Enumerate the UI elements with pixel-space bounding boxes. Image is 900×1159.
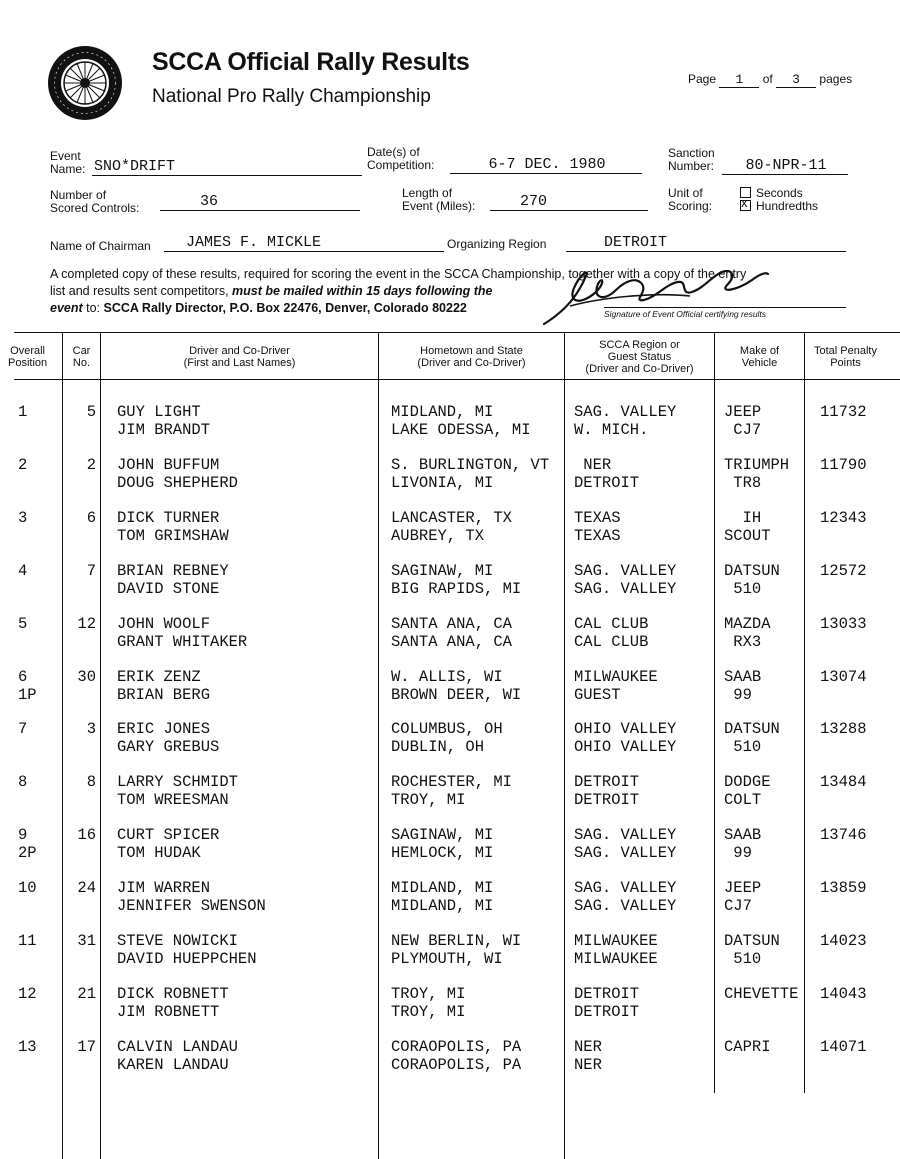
penalty-points-cell: 11790 <box>820 455 867 474</box>
hometown-cell: CORAOPOLIS, PA CORAOPOLIS, PA <box>391 1037 522 1074</box>
col-header-region: SCCA Region or Guest Status (Driver and Co-Driver) <box>585 339 694 375</box>
col-header-points: Total Penalty Points <box>814 345 877 369</box>
vehicle-cell: CHEVETTE <box>724 984 799 1003</box>
penalty-points-cell: 13746 <box>820 826 867 845</box>
unit-hundredths-option[interactable]: xHundredths <box>740 200 818 213</box>
region-cell: TEXAS TEXAS <box>574 508 621 545</box>
submission-notice: A completed copy of these results, required for scoring the event in the SCCA Championship, together with a copy of the entry list and results sent competitors, must be mailed within 15 days following the event to: SCCA Rally Director, P.O. Box 22476, Denver, Colorado 80222 <box>50 267 747 315</box>
vehicle-cell: SAAB 99 <box>724 667 762 704</box>
hometown-cell: MIDLAND, MI LAKE ODESSA, MI <box>391 403 531 439</box>
hundredths-checkbox[interactable] <box>740 200 751 211</box>
table-row <box>14 932 900 970</box>
table-row <box>14 985 900 1023</box>
position-cell: 3 <box>18 508 28 527</box>
hometown-cell: LANCASTER, TX AUBREY, TX <box>391 508 512 545</box>
vehicle-cell: IH SCOUT <box>724 508 771 545</box>
car-number-cell: 6 <box>86 508 96 527</box>
vehicle-cell: DATSUN 510 <box>724 932 780 968</box>
col-header-vehicle: Make of Vehicle <box>739 345 780 369</box>
position-cell: 5 <box>18 614 28 633</box>
driver-cell: STEVE NOWICKI DAVID HUEPPCHEN <box>117 932 257 968</box>
penalty-points-cell: 13484 <box>820 773 867 792</box>
header-divider <box>14 379 900 380</box>
car-number-cell: 24 <box>77 879 96 898</box>
page-total: 3 <box>776 72 816 88</box>
position-cell: 9 2P <box>18 826 37 863</box>
vehicle-cell: SAAB 99 <box>724 826 762 863</box>
position-cell: 1 <box>18 403 28 421</box>
position-cell: 2 <box>18 455 28 474</box>
length-field: 270 <box>490 193 648 211</box>
region-cell: SAG. VALLEY SAG. VALLEY <box>574 826 677 863</box>
hometown-cell: S. BURLINGTON, VT LIVONIA, MI <box>391 455 550 492</box>
table-row <box>14 773 900 811</box>
position-cell: 10 <box>18 879 37 898</box>
page-title: SCCA Official Rally Results <box>152 48 470 76</box>
table-row <box>14 456 900 494</box>
controls-label: Number of Scored Controls: <box>50 188 140 215</box>
car-number-cell: 16 <box>77 826 96 845</box>
car-number-cell: 2 <box>86 455 96 474</box>
penalty-points-cell: 14023 <box>820 932 867 950</box>
dates-field: 6-7 DEC. 1980 <box>450 156 642 174</box>
region-cell: DETROIT DETROIT <box>574 984 640 1021</box>
position-cell: 6 1P <box>18 667 37 704</box>
region-field: DETROIT <box>566 234 846 252</box>
vehicle-cell: JEEP CJ7 <box>724 879 762 916</box>
penalty-points-cell: 13074 <box>820 667 867 686</box>
col-header-driver: Driver and Co-Driver (First and Last Names) <box>183 345 296 369</box>
unit-options <box>740 187 818 213</box>
penalty-points-cell: 13033 <box>820 614 867 633</box>
page-current: 1 <box>719 72 759 88</box>
driver-cell: CURT SPICER TOM HUDAK <box>117 826 220 863</box>
driver-cell: JOHN BUFFUM DOUG SHEPHERD <box>117 455 238 492</box>
vehicle-cell: JEEP CJ7 <box>724 403 762 439</box>
controls-field: 36 <box>160 193 360 211</box>
car-number-cell: 30 <box>77 667 96 686</box>
position-cell: 12 <box>18 984 37 1003</box>
sanction-label: Sanction Number: <box>668 146 715 173</box>
region-cell: NER DETROIT <box>574 455 640 492</box>
hometown-cell: NEW BERLIN, WI PLYMOUTH, WI <box>391 932 522 968</box>
sanction-field: 80-NPR-11 <box>722 157 848 175</box>
driver-cell: CALVIN LANDAU KAREN LANDAU <box>117 1037 238 1074</box>
hometown-cell: SAGINAW, MI HEMLOCK, MI <box>391 826 494 863</box>
table-row <box>14 826 900 864</box>
page-label: Page <box>688 72 717 86</box>
penalty-points-cell: 11732 <box>820 403 867 421</box>
table-row <box>14 879 900 917</box>
driver-cell: DICK TURNER TOM GRIMSHAW <box>117 508 229 545</box>
region-cell: SAG. VALLEY W. MICH. <box>574 403 677 439</box>
length-label: Length of Event (Miles): <box>402 186 476 213</box>
chairman-field: JAMES F. MICKLE <box>164 234 444 252</box>
vehicle-cell: MAZDA RX3 <box>724 614 771 651</box>
table-row <box>14 509 900 547</box>
driver-cell: ERIK ZENZ BRIAN BERG <box>117 667 211 704</box>
car-number-cell: 17 <box>77 1037 96 1056</box>
region-cell: NER NER <box>574 1037 602 1074</box>
position-cell: 8 <box>18 773 28 792</box>
vehicle-cell: TRIUMPH TR8 <box>724 455 790 492</box>
table-row <box>14 1038 900 1076</box>
scca-logo-icon <box>46 44 124 122</box>
signature-line <box>604 307 846 308</box>
driver-cell: DICK ROBNETT JIM ROBNETT <box>117 984 229 1021</box>
col-divider <box>804 333 805 1093</box>
penalty-points-cell: 14071 <box>820 1037 867 1056</box>
vehicle-cell: DATSUN 510 <box>724 561 780 598</box>
region-cell: DETROIT DETROIT <box>574 773 640 810</box>
event-name-label: Event Name: <box>50 149 86 176</box>
driver-cell: JIM WARREN JENNIFER SWENSON <box>117 879 266 916</box>
col-divider <box>714 333 715 1093</box>
vehicle-cell: DODGE COLT <box>724 773 771 810</box>
hometown-cell: SAGINAW, MI BIG RAPIDS, MI <box>391 561 522 598</box>
page-of-label: of <box>762 72 773 86</box>
car-number-cell: 8 <box>86 773 96 792</box>
car-number-cell: 7 <box>86 561 96 580</box>
pages-label: pages <box>819 72 853 86</box>
region-cell: SAG. VALLEY SAG. VALLEY <box>574 879 677 916</box>
driver-cell: ERIC JONES GARY GREBUS <box>117 720 220 757</box>
car-number-cell: 31 <box>77 932 96 950</box>
driver-cell: BRIAN REBNEY DAVID STONE <box>117 561 229 598</box>
vehicle-cell: DATSUN 510 <box>724 720 780 757</box>
hometown-cell: COLUMBUS, OH DUBLIN, OH <box>391 720 503 757</box>
table-row <box>14 562 900 600</box>
region-cell: CAL CLUB CAL CLUB <box>574 614 649 651</box>
dates-label: Date(s) of Competition: <box>367 145 435 172</box>
unit-label: Unit of Scoring: <box>668 186 713 213</box>
region-label: Organizing Region <box>447 237 547 251</box>
region-cell: MILWAUKEE MILWAUKEE <box>574 932 658 968</box>
car-number-cell: 5 <box>86 403 96 421</box>
results-table <box>8 332 900 1159</box>
unit-seconds-option[interactable]: Seconds <box>740 187 818 200</box>
chairman-label: Name of Chairman <box>50 239 151 253</box>
region-cell: SAG. VALLEY SAG. VALLEY <box>574 561 677 598</box>
signature-label: Signature of Event Official certifying results <box>604 309 767 319</box>
event-name-field: SNO*DRIFT <box>92 158 362 176</box>
table-row <box>14 615 900 653</box>
penalty-points-cell: 13288 <box>820 720 867 739</box>
position-cell: 11 <box>18 932 37 950</box>
col-header-car: Car No. <box>72 345 91 369</box>
hometown-cell: W. ALLIS, WI BROWN DEER, WI <box>391 667 522 704</box>
driver-cell: JOHN WOOLF GRANT WHITAKER <box>117 614 248 651</box>
page-counter <box>688 72 852 88</box>
car-number-cell: 12 <box>77 614 96 633</box>
region-cell: MILWAUKEE GUEST <box>574 667 658 704</box>
table-row <box>14 668 900 706</box>
penalty-points-cell: 12572 <box>820 561 867 580</box>
col-header-position: Overall Position <box>8 345 48 369</box>
hometown-cell: MIDLAND, MI MIDLAND, MI <box>391 879 494 916</box>
table-row <box>14 403 900 441</box>
position-cell: 7 <box>18 720 28 739</box>
hometown-cell: ROCHESTER, MI TROY, MI <box>391 773 512 810</box>
hometown-cell: TROY, MI TROY, MI <box>391 984 466 1021</box>
car-number-cell: 21 <box>77 984 96 1003</box>
position-cell: 13 <box>18 1037 37 1056</box>
penalty-points-cell: 13859 <box>820 879 867 898</box>
driver-cell: GUY LIGHT JIM BRANDT <box>117 403 211 439</box>
hometown-cell: SANTA ANA, CA SANTA ANA, CA <box>391 614 512 651</box>
region-cell: OHIO VALLEY OHIO VALLEY <box>574 720 677 757</box>
col-header-hometown: Hometown and State (Driver and Co-Driver) <box>417 345 526 369</box>
table-row <box>14 720 900 758</box>
page-subtitle: National Pro Rally Championship <box>152 86 431 107</box>
position-cell: 4 <box>18 561 28 580</box>
driver-cell: LARRY SCHMIDT TOM WREESMAN <box>117 773 238 810</box>
penalty-points-cell: 14043 <box>820 984 867 1003</box>
penalty-points-cell: 12343 <box>820 508 867 527</box>
car-number-cell: 3 <box>86 720 96 739</box>
vehicle-cell: CAPRI <box>724 1037 771 1056</box>
